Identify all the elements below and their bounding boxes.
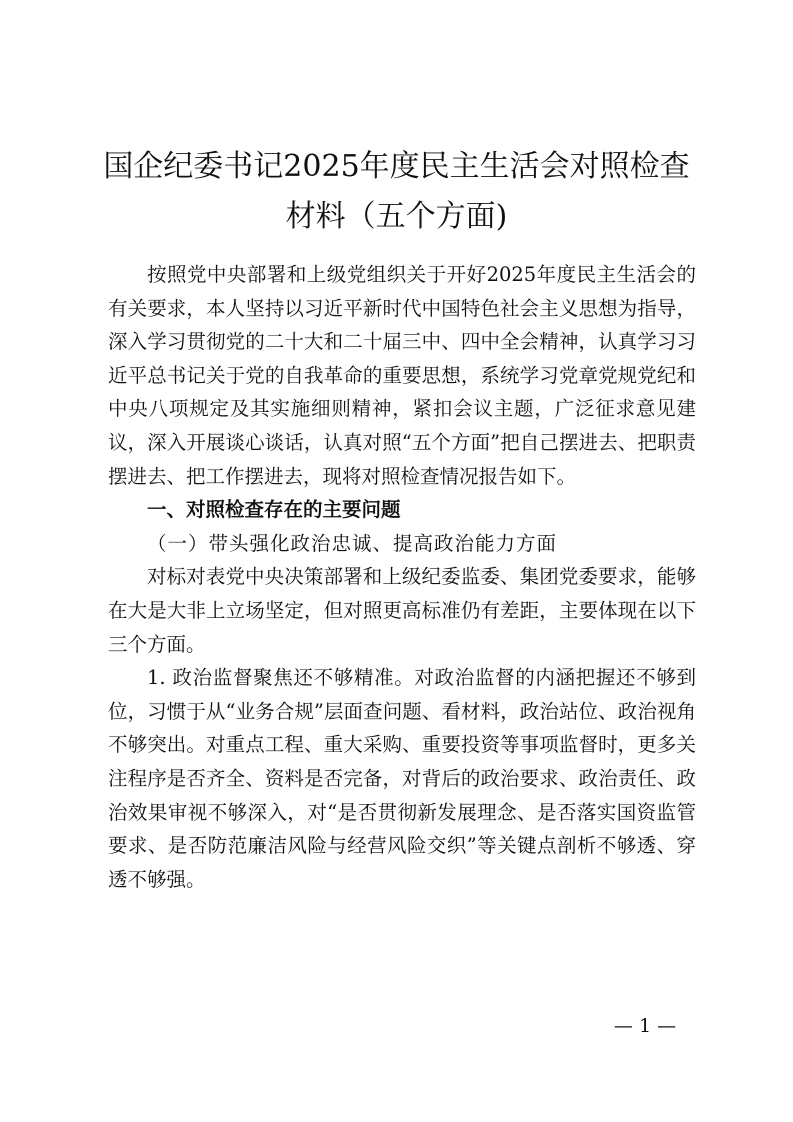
document-body bbox=[108, 258, 696, 896]
title-line-2: 材料（五个方面) bbox=[285, 199, 508, 234]
subsection-heading-1: （一）带头强化政治忠诚、提高政治能力方面 bbox=[147, 531, 558, 555]
intro-paragraph: 按照党中央部署和上级党组织关于开好2025年度民主生活会的有关要求，本人坚持以习近平新时代中国特色社会主义思想为指导，深入学习贯彻党的二十大和二十届三中、四中全会精神，认真学习习近平总书记关于党的自我革命的重要思想，系统学习党章党规党纪和中央八项规定及其实施细则精神，紧扣会议主题，广泛征求意见建议，深入开展谈心谈话，认真对照“五个方面”把自己摆进去、把职责摆进去、把工作摆进去，现将对照检查情况报告如下。 bbox=[108, 263, 696, 488]
page-number: — 1 — bbox=[613, 1015, 677, 1037]
document-title bbox=[80, 142, 713, 242]
paragraph-2: 对标对表党中央决策部署和上级纪委监委、集团党委要求，能够在大是大非上立场坚定，但对照更高标准仍有差距，主要体现在以下三个方面。 bbox=[108, 565, 696, 656]
section-heading-1: 一、对照检查存在的主要问题 bbox=[147, 498, 401, 522]
title-line-1: 国企纪委书记2025年度民主生活会对照检查 bbox=[103, 149, 690, 184]
paragraph-3: 1. 政治监督聚焦还不够精准。对政治监督的内涵把握还不够到位，习惯于从“业务合规”层面查问题、看材料，政治站位、政治视角不够突出。对重点工程、重大采购、重要投资等事项监督时，更多关注程序是否齐全、资料是否完备，对背后的政治要求、政治责任、政治效果审视不够深入，对“是否贯彻新发展理念、是否落实国资监管要求、是否防范廉洁风险与经营风险交织”等关键点剖析不够透、穿透不够强。 bbox=[108, 666, 696, 891]
